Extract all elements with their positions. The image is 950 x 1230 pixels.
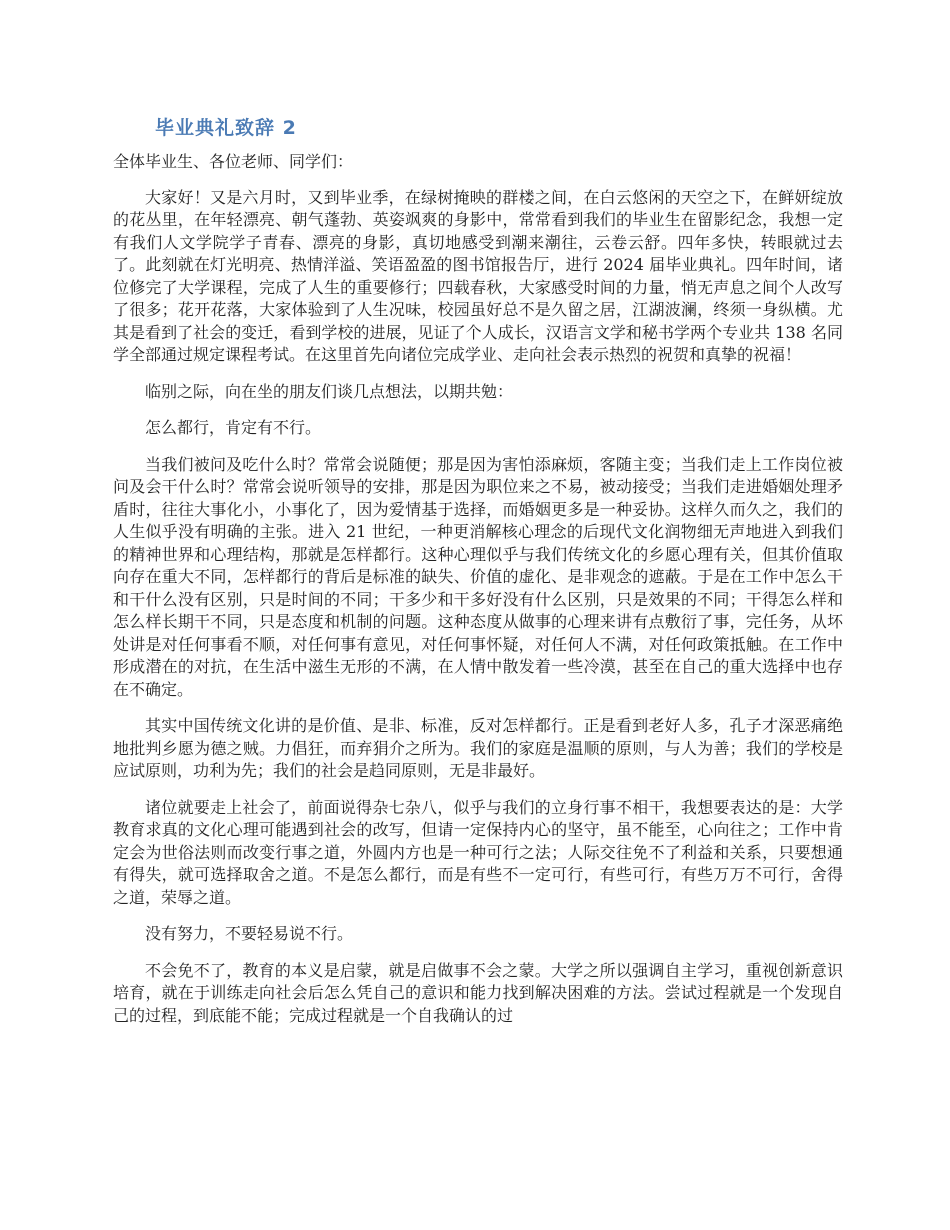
paragraph: 当我们被问及吃什么时？常常会说随便；那是因为害怕添麻烦，客随主变；当我们走上工作岗位被问及会干什么时？常常会说听领导的安排，那是因为职位来之不易，被动接受；当我们走进婚姻处理矛盾时，往往大事化小，小事化了，因为爱情基于选择，而婚姻更多是一种妥协。这样久而久之，我们的人生似乎没有明确的主张。进入 21 世纪，一种更消解核心理念的后现代文化润物细无声地进入到我们的精神世界和心理结构，那就是怎样都行。这种心理似乎与我们传统文化的乡愿心理有关，但其价值取向存在重大不同，怎样都行的背后是标准的缺失、价值的虚化、是非观念的遮蔽。于是在工作中怎么干和干什么没有区别，只是时间的不同；干多少和干多好没有什么区别，只是效果的不同；干得怎么样和怎么样长期干不同，只是态度和机制的问题。这种态度从做事的心理来讲有点敷衍了事，完任务，从坏处讲是对任何事看不顺，对任何事有意见，对任何事怀疑，对任何人不满，对任何政策抵触。在工作中形成潜在的对抗，在生活中滋生无形的不满，在人情中散发着一些冷漠，甚至在自己的重大选择中也存在不确定。: [113, 454, 843, 699]
paragraph: 其实中国传统文化讲的是价值、是非、标准，反对怎样都行。正是看到老好人多，孔子才深恶痛绝地批判乡愿为德之贼。力倡狂，而弃狷介之所为。我们的家庭是温顺的原则，与人为善；我们的学校是应试原则，功利为先；我们的社会是趋同原则，无是非最好。: [113, 716, 843, 780]
paragraph: 没有努力，不要轻易说不行。: [145, 924, 354, 943]
paragraph: 不会免不了，教育的本义是启蒙，就是启做事不会之蒙。大学之所以强调自主学习，重视创新意识培育，就在于训练走向社会后怎么凭自己的意识和能力找到解决困难的方法。尝试过程就是一个发现自己的过程，到底能不能；完成过程就是一个自我确认的过: [113, 960, 843, 1025]
paragraph: 临别之际，向在坐的朋友们谈几点想法，以期共勉：: [145, 381, 514, 401]
document-title: 毕业典礼致辞 2: [155, 117, 297, 139]
paragraph: 大家好！又是六月时，又到毕业季，在绿树掩映的群楼之间，在白云悠闲的天空之下，在鲜妍绽放的花丛里，在年轻漂亮、朝气蓬勃、英姿飒爽的身影中，常常看到我们的毕业生在留影纪念，我想一定有我们人文学院学子青春、漂亮的身影，真切地感受到潮来潮往，云卷云舒。四年多快，转眼就过去了。此刻就在灯光明亮、热情洋溢、笑语盈盈的图书馆报告厅，进行 2024 届毕业典礼。四年时间，诸位修完了大学课程，完成了人生的重要修行；四载春秋，大家感受时间的力量，悄无声息之间个人改写了很多；花开花落，大家体验到了人生况味，校园虽好总不是久留之居，江湖波澜，终须一身纵横。尤其是看到了社会的变迁，看到学校的进展，见证了个人成长，汉语言文学和秘书学两个专业共 138 名同学全部通过规定课程考试。在这里首先向诸位完成学业、走向社会表示热烈的祝贺和真挚的祝福！: [113, 187, 843, 364]
document-body: [113, 151, 843, 1041]
paragraph: 诸位就要走上社会了，前面说得杂七杂八，似乎与我们的立身行事不相干，我想要表达的是：大学教育求真的文化心理可能遇到社会的改写，但请一定保持内心的坚守，虽不能至，心向往之；工作中肯定会为世俗法则而改变行事之道，外圆内方也是一种可行之法；人际交往免不了利益和关系，只要想通有得失，就可选择取舍之道。不是怎么都行，而是有些不一定可行，有些可行，有些万万不可行，舍得之道，荣辱之道。: [113, 797, 843, 907]
paragraph: 怎么都行，肯定有不行。: [145, 418, 322, 437]
salutation: 全体毕业生、各位老师、同学们：: [113, 152, 354, 171]
